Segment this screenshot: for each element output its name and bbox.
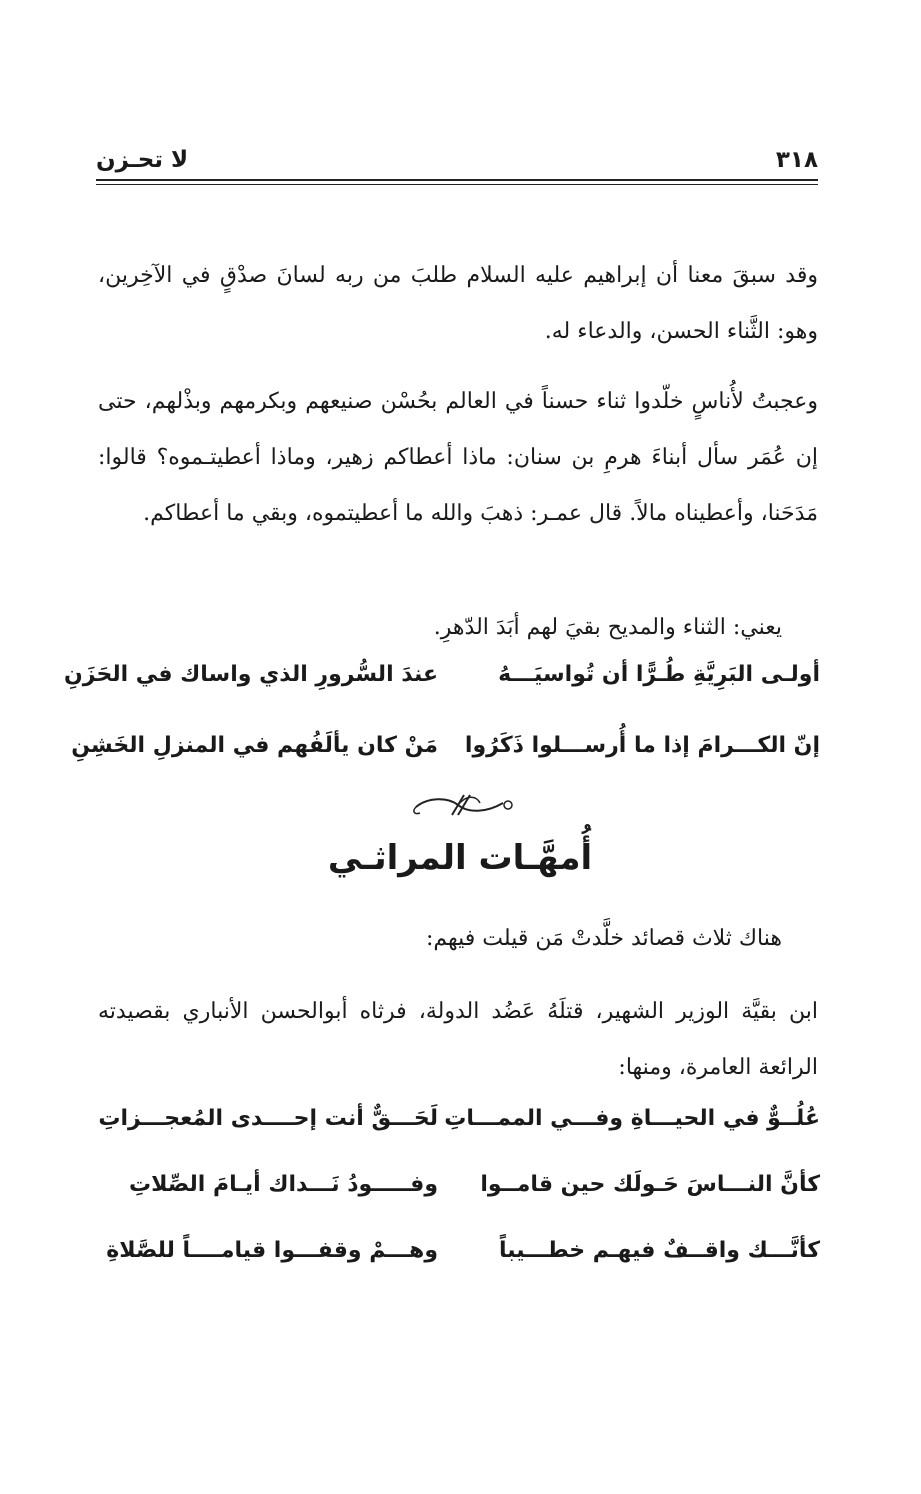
verse-first-hemistich: كأنَّـــك واقــفٌ فيهـم خطـــيباً (499, 1238, 820, 1263)
header-rule-thin (96, 184, 818, 185)
verse-first-hemistich: إنّ الكـــرامَ إذا ما أُرســـلوا ذَكَرُوا (464, 733, 820, 758)
verse-second-hemistich: لَحَـــقٌّ أنت إحــــدى المُعجـــزاتِ (98, 1106, 438, 1131)
paragraph-meaning: يعني: الثناء والمديح بقيَ لهم أبَدَ الدّهرِ. (433, 615, 782, 640)
verse-line (98, 1106, 820, 1156)
verse-second-hemistich: وفـــــودُ نَـــداك أيـامَ الصِّلاتِ (129, 1172, 438, 1197)
verse-second-hemistich: عندَ السُّرورِ الذي واساك في الحَزَنِ (64, 662, 438, 687)
section-title: أُمهَّـات المراثـي (327, 838, 593, 878)
verse-first-hemistich: أولـى البَرِيَّةِ طُـرًّا أن تُواسيَـــهُ (498, 662, 820, 687)
ornament-divider-icon (408, 791, 518, 821)
verse-second-hemistich: وهـــمْ وقفـــوا قيامــــاً للصَّلاةِ (106, 1238, 438, 1263)
header-rule (96, 179, 818, 181)
verse-line (98, 1172, 820, 1222)
paragraph-three-poems: هناك ثلاث قصائد خلَّدتْ مَن قيلت فيهم: (425, 926, 782, 951)
paragraph-ibrahim: وقد سبقَ معنا أن إبراهيم عليه السلام طلبَ من ربه لسانَ صدْقٍ في الآخِرين، وهو: الثَّناء الحسن، والدعاء له. (98, 263, 818, 344)
paragraph-ibn-baqiyya: ابن بقيَّة الوزير الشهير، قتلَهُ عَضُد الدولة، فرثاه أبوالحسن الأنباري بقصيدته الرائعة العامرة، ومنها: (98, 999, 818, 1080)
verse-line (64, 662, 820, 712)
book-title: لا تحـزن (96, 147, 189, 173)
page-number: ٣١٨ (775, 147, 818, 173)
verse-line (98, 1238, 820, 1288)
verse-second-hemistich: مَنْ كان يألَفُهم في المنزلِ الخَشِنِ (71, 733, 438, 758)
verse-first-hemistich: كأنَّ النـــاسَ حَـولَك حين قامــوا (480, 1172, 820, 1197)
page-header (96, 143, 818, 183)
verse-line (71, 733, 820, 783)
paragraph-harim-bin-sinan: وعجبتُ لأُناسٍ خلّدوا ثناء حسناً في العالم بحُسْن صنيعهم وبكرمهم وبذْلهم، حتى إن عُمَر سأل أبناءَ هرمِ بن سنان: ماذا أعطاكم زهير، وماذا أعطيتـموه؟ قالوا: مَدَحَنا، وأعطيناه مالاً. قال عمـر: ذهبَ والله ما أعطيتموه، وبقي ما أعطاكم. (98, 389, 818, 526)
verse-first-hemistich: عُلُــوٌّ في الحيـــاةِ وفـــي الممـــاتِ (444, 1106, 820, 1131)
